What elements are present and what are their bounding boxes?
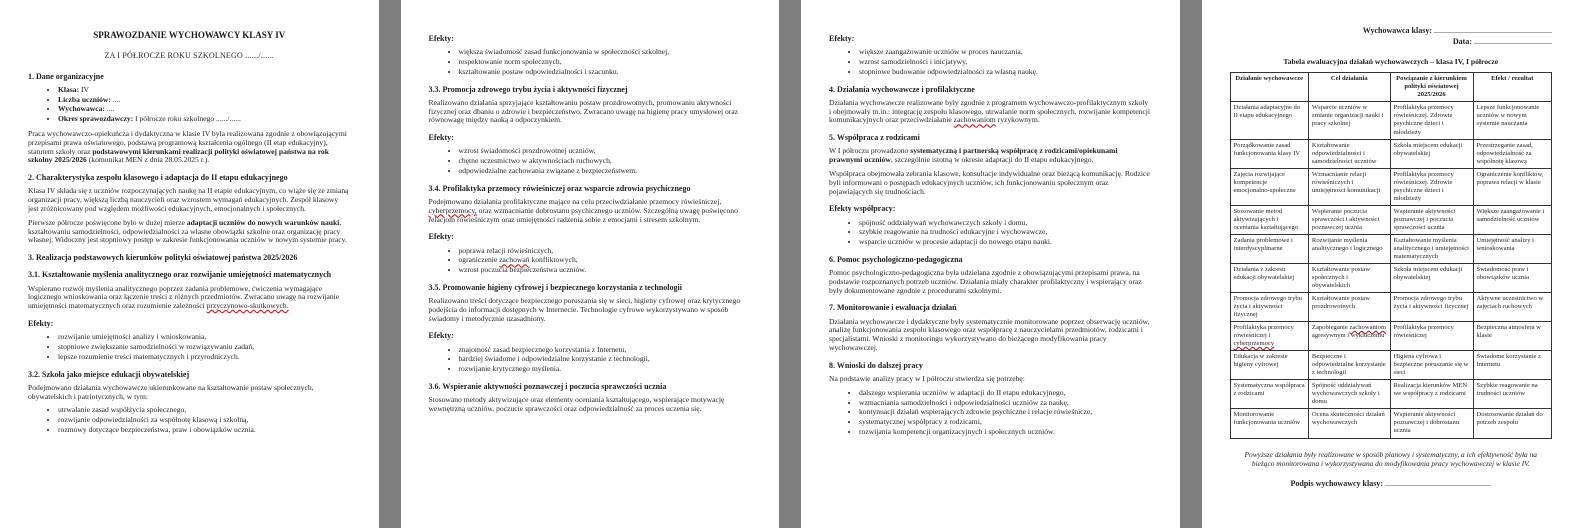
list-item: • kontynuacji działań wspierających zdrowie psychiczne i relacje rówieśnicze, [859,408,1152,417]
paragraph: Podejmowano działania wychowawcze ukierunkowane na kształtowanie postaw społecznych, obywatelskich i patriotycznych, w tym: [28,382,314,401]
section-heading: 1. Dane organizacyjne [28,71,104,81]
list-item: • wsparcie uczniów w procesie adaptacji do nowego etapu nauki. [859,238,1152,247]
list-item: • poprawa relacji rówieśniczych, [459,247,752,256]
section-heading: Efekty: [428,34,454,43]
table-cell: Systematyczna współpraca z rodzicami [1230,380,1308,409]
paragraph: Praca wychowawczo-opiekuńcza i dydaktyczna w klasie IV była realizowana zgodnie z obowiązującymi przepisami prawa oświatowego, podstawą programową kształcenia ogólnego (II etap edukacyjny), statutem szkoły oraz podstawowymi kierunkami realizacji polityki oświatowej państwa na rok szkolny 2025/2026 (komunikat MEN z dnia 28.05.2025 r.). [28,129,347,165]
list-item: • wzrost samodzielności i inicjatywy, [859,58,1152,67]
table-cell: Bezpieczna atmosfera w klasie [1473,322,1552,351]
table-cell: Kształtowanie postaw prozdrowotnych [1308,293,1390,322]
list-item: • większe zaangażowanie uczniów w proces nauczania, [859,48,1152,57]
list-item: • kształtowanie postaw odpowiedzialności i szacunku. [459,68,752,77]
paragraph: Działania wychowawcze i dydaktyczne były systematycznie monitorowane poprzez obserwację uczniów, analizę funkcjonowania zespołu klasowego oraz współpracę z nauczycielami przedmiotów, rodzicami i specjalistami. Wnioski z monitoringu wykorzystywano do bieżącego modyfikowania pracy wychowawczej. [829,316,1150,353]
bullet-list [829,48,1152,76]
table-row [1230,73,1552,102]
table-cell: Wspieranie aktywności poznawczej i poczucia sprawczości ucznia [1390,205,1473,234]
list-item: • wzrost poczucia bezpieczeństwa uczniów. [459,266,752,275]
section-heading: Efekty: [428,133,454,143]
table-cell: Większe zaangażowanie i samodzielność uczniów [1473,205,1552,234]
bullet-list [429,247,752,275]
table-cell: Ocena skuteczności działań wychowawczych [1308,409,1390,438]
table-row [1230,351,1552,380]
table-body [1230,102,1552,438]
table-cell: Ograniczenie konfliktów, poprawa relacji w klasie [1473,168,1552,205]
spellcheck-flagged-text: cyberprzemocy, [428,205,477,215]
table-cell: Higiena cyfrowa i bezpieczne poruszanie się w sieci [1390,351,1473,380]
section-heading: Efekty: [829,34,855,43]
table-cell: Szybkie reagowanie na trudności uczniów [1473,380,1552,409]
table-cell: Kształtowanie odpowiedzialności i samodzielności uczniów [1308,139,1390,168]
table-cell: Bezpieczne i odpowiedzialne korzystanie z technologii [1308,351,1390,380]
section-heading: 3.3. Promocja zdrowego trybu życia i aktywności fizycznej [428,84,628,94]
list-item: • stopniowe budowanie odpowiedzialności za własną naukę. [859,68,1152,77]
bold-text: podstawowymi kierunkami realizacji polityki oświatowej państwa na rok szkolny 2025/2026 [28,146,329,165]
list-item: • Okres sprawozdawczy: I półrocze roku szkolnego ....../...... [58,115,351,124]
section-heading: 5. Współpraca z rodzicami [829,133,920,143]
table-cell: Realizacja kierunków MEN we współpracy z rodzicami [1390,380,1473,409]
spellcheck-flagged-text: cyberprzemocy [1233,340,1275,348]
table-cell: Kształtowanie myślenia analitycznego i umiejętności matematycznych [1390,234,1473,263]
page-separator [379,0,401,528]
dotted-line: ....................................... [1472,37,1552,47]
field-label: Wychowawca klasy: [1362,26,1432,35]
section-heading: 3.6. Wspieranie aktywności poznawczej i poczucia sprawczości ucznia [428,382,667,392]
table-row [1230,205,1552,234]
field-line [1230,37,1553,46]
table-row [1230,234,1552,263]
field-line [1230,479,1553,488]
table-row [1230,168,1552,205]
table-cell: Lepsze funkcjonowanie uczniów w nowym systemie nauczania [1473,102,1552,139]
table-cell: Porządkowanie zasad funkcjonowania klasy IV [1230,139,1308,168]
list-item: • respektowanie norm społecznych, [459,58,752,67]
bullet-list [829,389,1152,437]
bullet-list [429,346,752,374]
list-item: • spójność oddziaływań wychowawczych szkoły i domu, [859,219,1152,228]
list-item: • rozwijania kompetencji organizacyjnych i społecznych uczniów. [859,428,1152,437]
section-heading: 6. Pomoc psychologiczno-pedagogiczna [829,254,963,264]
bullet-list [429,48,752,76]
doc-title: SPRAWOZDANIE WYCHOWAWCY KLASY IV [93,30,286,40]
table-cell: Monitorowanie funkcjonowania uczniów [1230,409,1308,438]
field-label: Data: [1452,37,1472,47]
bold-text: Liczba uczniów: [58,94,111,104]
section-heading: 7. Monitorowanie i ewaluacja działań [829,303,957,313]
list-item: • Wychowawca: .... [58,105,351,114]
table-cell: Profilaktyka przemocy rówieśniczej i cyberprzemocy [1230,322,1308,351]
section-heading: 3.5. Promowanie higieny cyfrowej i bezpiecznego korzystania z technologii [428,282,682,292]
list-item: • rozwijanie krytycznego myślenia. [459,365,752,374]
table-cell: Zadania problemowe i interdyscyplinarne [1230,234,1308,263]
section-heading: 3. Realizacja podstawowych kierunków polityki oświatowej państwa 2025/2026 [28,253,298,263]
evaluation-table [1230,72,1553,438]
list-item: • rozwijanie odpowiedzialności za wspólnotę klasową i szkolną, [58,416,351,425]
list-item: • dalszego wspierania uczniów w adaptacji do II etapu edukacyjnego, [859,389,1152,398]
spellcheck-flagged-text: zachowaniom [953,115,996,125]
bold-text: systematyczną i partnerską współpracę z rodzicami/opiekunami prawnymi uczniów [829,146,1118,165]
section-heading: Efekty współpracy: [829,204,896,214]
paragraph: Stosowano metody aktywizujące oraz elementy oceniania kształtującego, wspierające motywację wewnętrzną uczniów, poczucie sprawczości oraz odpowiedzialność za proces uczenia się. [428,395,725,414]
table-cell: Spójność oddziaływań wychowawczych szkoły i domu [1308,380,1390,409]
bullet-list [28,406,351,434]
list-item: • bardziej świadome i odpowiedzialne korzystanie z technologii, [459,355,752,364]
table-cell: Profilaktyka przemocy rówieśniczej. Zdrowie psychiczne dzieci i młodzieży [1390,102,1473,139]
table-row [1230,263,1552,292]
table-row [1230,409,1552,438]
dotted-line: ..................................................... [1382,478,1491,488]
bullet-list [829,219,1152,247]
paragraph: Realizowano działania sprzyjające kształtowaniu postaw prozdrowotnych, promowaniu aktywności fizycznej oraz dbaniu o zdrowie i bezpieczeństwo. Zwracano uwagę na higienę pracy umysłowej oraz równowagę między nauką a odpoczynkiem. [428,97,739,125]
section-heading: 3.1. Kształtowanie myślenia analitycznego oraz rozwijanie umiejętności matematycznych [28,270,332,280]
doc-subtitle: ZA I PÓŁROCZE ROKU SZKOLNEGO ....../...... [104,51,274,61]
page-1[interactable] [0,0,379,528]
section-heading: Efekty: [428,232,454,242]
bold-text: Klasa: [58,84,80,94]
list-item: • lepsze rozumienie treści matematycznych i przyrodniczych. [58,353,351,362]
paragraph: Współpraca obejmowała zebrania klasowe, konsultacje indywidualne oraz bieżącą komunikację. Rodzice byli informowani o postępach edukacyjnych uczniów, ich funkcjonowaniu społecznym oraz pojawiających się trudnościach. [829,168,1150,196]
spellcheck-flagged-text: zachowań [499,255,530,265]
table-row [1230,139,1552,168]
list-item: • wzrost świadomości prozdrowotnej uczniów, [459,147,752,156]
table-cell: Rozwijanie myślenia analitycznego i logicznego [1308,234,1390,263]
bullet-list [28,333,351,361]
table-row [1230,102,1552,139]
table-cell: Świadomość praw i obowiązków ucznia [1473,263,1552,292]
field-label: Podpis wychowawcy klasy: [1290,478,1383,488]
bold-text: Okres sprawozdawczy: [58,114,134,124]
bullet-list [28,86,351,124]
table-title: Tabela ewaluacyjna działań wychowawczych – klasa IV, I półrocze [1283,56,1499,66]
table-cell: Edukacja w zakresie higieny cyfrowej [1230,351,1308,380]
table-cell: Wspieranie aktywności poznawczej i dobrostanu ucznia [1390,409,1473,438]
table-cell: Przestrzeganie zasad, odpowiedzialność za wspólnotę klasową [1473,139,1552,168]
column-header: Działanie wychowawcze [1230,73,1308,102]
table-cell: Aktywne uczestnictwo w zajęciach ruchowych [1473,293,1552,322]
bold-text: adaptacji uczniów do nowych warunków nauki [186,217,340,227]
table-cell: Profilaktyka przemocy rówieśniczej [1390,322,1473,351]
table-cell: Wzmacnianie relacji rówieśniczych i umiejętności komunikacji [1308,168,1390,205]
page-2[interactable] [401,0,780,528]
list-item: • ograniczenie zachowań konfliktowych, [459,256,752,265]
table-cell: Umiejętność analizy i wnioskowania [1473,234,1552,263]
table-cell: Zapobieganie zachowaniom agresywnym i wykluczeniu [1308,322,1390,351]
section-heading: Efekty: [28,319,54,328]
list-item: • odpowiedzialne zachowania związane z bezpieczeństwem. [459,167,752,176]
table-row [1230,380,1552,409]
page-4[interactable] [1202,0,1580,528]
section-heading: 8. Wnioski do dalszej pracy [829,360,923,370]
section-heading: 3.4. Profilaktyka przemocy rówieśniczej oraz wsparcie zdrowia psychicznego [428,183,691,193]
paragraph: Klasa IV składa się z uczniów rozpoczynających naukę na II etapie edukacyjnym, co wiąże się ze zmianą organizacji pracy, większą liczbą nauczycieli oraz wzrostem wymagań edukacyjnych. Zespół klasowy jest zróżnicowany pod względem możliwości edukacyjnych, emocjonalnych i społecznych. [28,186,349,214]
dotted-line: ........................................................... [1432,26,1552,35]
page-separator [779,0,801,528]
page-3[interactable] [801,0,1180,528]
table-cell: Profilaktyka przemocy rówieśniczej. Zdrowie psychiczne dzieci i młodzieży [1390,168,1473,205]
table-cell: Promocja zdrowego trybu życia i aktywności fizycznej [1230,293,1308,322]
paragraph: Wspierano rozwój myślenia analitycznego poprzez zadania problemowe, ćwiczenia wymagające logicznego wnioskowania oraz łączenie treści z różnych przedmiotów. Zwracano uwagę na rozwijanie umiejętności matematycznych oraz rozumienie zależności przyczynowo-skutkowych. [28,283,340,311]
table-row [1230,293,1552,322]
table-cell: Wsparcie uczniów w zmianie organizacji nauki i pracy szkolnej [1308,102,1390,139]
closing-note: Powyższe działania były realizowane w sposób planowy i systematyczny, a ich efektywność była na bieżąco monitorowana i wykorzystywana do modyfikowania pracy wychowawczej w klasie IV. [1244,449,1537,469]
spellcheck-flagged-text: zachowaniom [1349,324,1387,332]
list-item: • Liczba uczniów: .... [58,96,351,105]
paragraph: Pomoc psychologiczno-pedagogiczna była udzielana zgodnie z obowiązującymi przepisami prawa, na podstawie rozpoznanych potrzeb uczniów. Działania miały charakter profilaktyczny i wspierający oraz były dokumentowane zgodnie z procedurami szkolnymi. [829,268,1142,295]
table-cell: Świadome korzystanie z Internetu [1473,351,1552,380]
list-item: • Klasa: IV [58,86,351,95]
list-item: • szybkie reagowanie na trudności edukacyjne i wychowawcze, [859,228,1152,237]
section-heading: 2. Charakterystyka zespołu klasowego i adaptacja do II etapu edukacyjnego [28,173,288,183]
paragraph: Działania wychowawcze realizowane były zgodnie z programem wychowawczo-profilaktycznym szkoły i obejmowały m.in.: integrację zespołu klasowego, utrwalanie norm społecznych, rozwijanie kompetencji komunikacyjnych oraz przeciwdziałanie zachowaniom ryzykownym. [829,97,1150,125]
list-item: • utrwalanie zasad współżycia społecznego, [58,406,351,415]
table-row [1230,322,1552,351]
list-item: • większa świadomość zasad funkcjonowania w społeczności szkolnej, [459,48,752,57]
table-cell: Kształtowanie postaw społecznych i obywatelskich [1308,263,1390,292]
list-item: • chętne uczestnictwo w aktywnościach ruchowych, [459,157,752,166]
table-cell: Promocja zdrowego trybu życia i aktywności fizycznej [1390,293,1473,322]
paragraph: Podejmowano działania profilaktyczne mające na celu przeciwdziałanie przemocy rówieśniczej, cyberprzemocy, oraz wzmacnianie dobrostanu psychicznego uczniów. Szczególną uwagę poświęcono relacjom rówieśniczym oraz umiejętności radzenia sobie z emocjami i stresem szkolnym. [428,196,738,224]
table-cell: Działania z zakresu edukacji obywatelskiej [1230,263,1308,292]
table-cell: Szkoła miejscem edukacji obywatelskiej [1390,263,1473,292]
section-heading: 4. Działania wychowawcze i profilaktyczne [829,84,975,94]
table-cell: Szkoła miejscem edukacji obywatelskiej [1390,139,1473,168]
table-cell: Działania adaptacyjne do II etapu edukacyjnego [1230,102,1308,139]
list-item: • znajomość zasad bezpiecznego korzystania z Internetu, [459,346,752,355]
page-separator [1180,0,1202,528]
table-cell: Zajęcia rozwijające kompetencje emocjonalno-społeczne [1230,168,1308,205]
field-line [1230,26,1553,35]
paragraph: Na podstawie analizy pracy w I półroczu stwierdza się potrzebę: [829,374,1025,384]
table-header-row [1230,73,1552,102]
paragraph: Realizowano treści dotyczące bezpiecznego poruszania się w sieci, higieny cyfrowej oraz krytycznego podejścia do informacji dostępnych w Internecie. Technologie cyfrowe wykorzystywano w sposób świadomy i metodycznie uzasadniony. [428,296,741,323]
column-header: Powiązanie z kierunkiem polityki oświatowej 2025/2026 [1390,73,1473,102]
paragraph: Pierwsze półrocze poświęcone było w dużej mierze adaptacji uczniów do nowych warunków nauki, kształtowaniu samodzielności, odpowiedzialności za własne obowiązki szkolne oraz organizację pracy własnej. Widoczny jest stopniowy postęp w zakresie funkcjonowania uczniów w nowym systemie pracy. [28,217,347,245]
paragraph: W I półroczu prowadzono systematyczną i partnerską współpracę z rodzicami/opiekunami prawnymi uczniów, szczególnie istotną w okresie adaptacji do II etapu edukacyjnego. [829,146,1118,165]
spellcheck-flagged-text: przyczynowo-skutkowych. [206,301,289,311]
section-heading: Efekty: [428,331,454,341]
table-cell: Wspieranie poczucia sprawczości i aktywności poznawczej ucznia [1308,205,1390,234]
column-header: Efekt / rezultat [1473,73,1552,102]
list-item: • rozmowy dotyczące bezpieczeństwa, praw i obowiązków ucznia. [58,426,351,435]
section-heading: 3.2. Szkoła jako miejsce edukacji obywatelskiej [28,369,190,379]
table-cell: Stosowanie metod aktywizujących i oceniania kształtującego [1230,205,1308,234]
bold-text: Wychowawca: [58,104,105,114]
bullet-list [429,147,752,175]
list-item: • rozwijanie umiejętności analizy i wnioskowania, [58,333,351,342]
column-header: Cel działania [1308,73,1390,102]
list-item: • systematycznej współpracy z rodzicami, [859,418,1152,427]
list-item: • stopniowe zwiększanie samodzielności w rozwiązywaniu zadań, [58,343,351,352]
list-item: • wzmacniania samodzielności i odpowiedzialności uczniów za naukę, [859,399,1152,408]
table-cell: Dostosowanie działań do potrzeb zespołu [1473,409,1552,438]
